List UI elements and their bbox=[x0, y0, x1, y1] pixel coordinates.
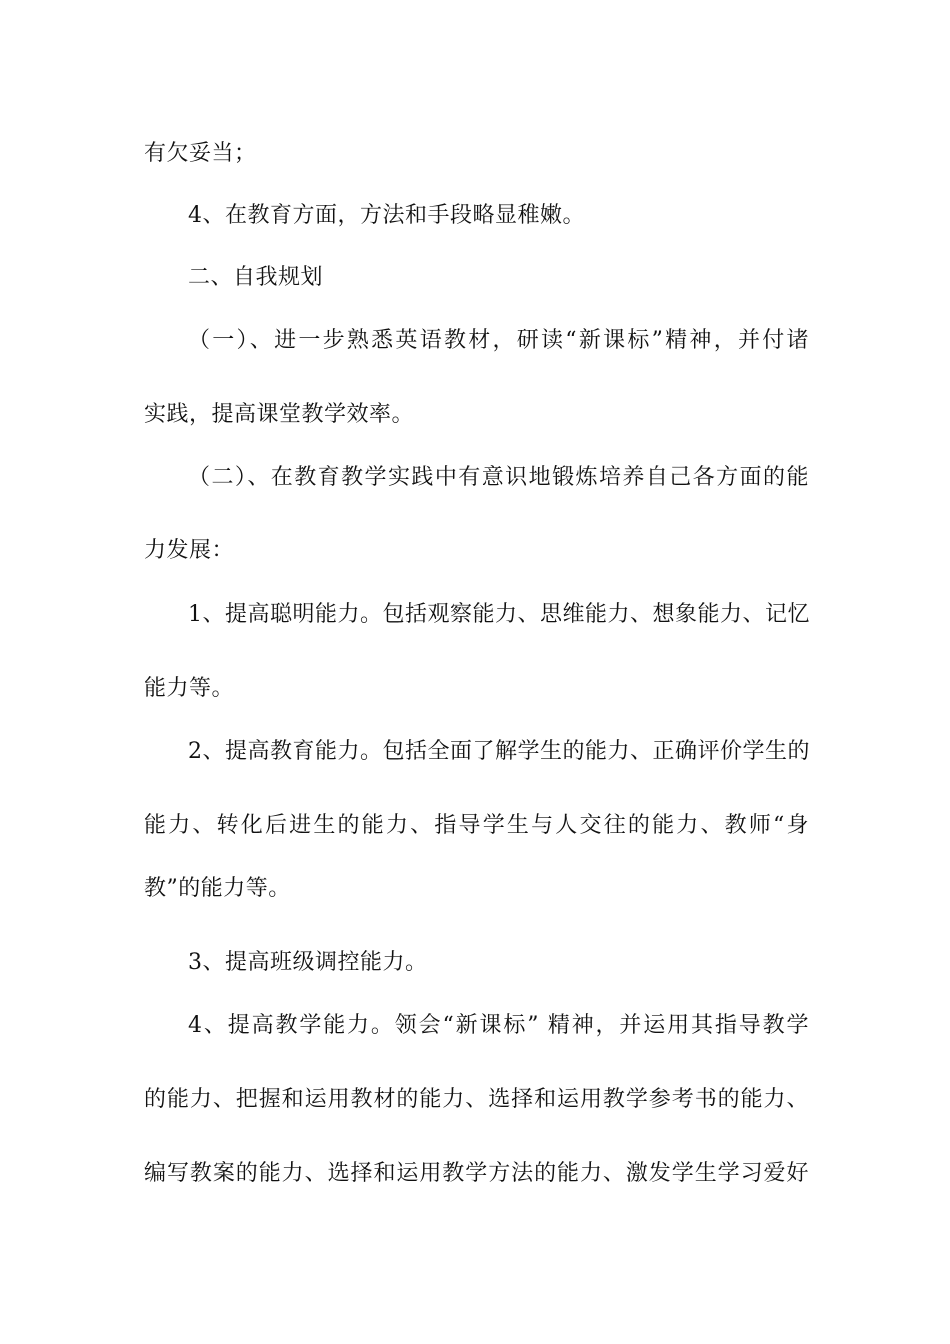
paragraph-line: 有欠妥当； bbox=[144, 141, 257, 166]
paragraph-line: 的能力、把握和运用教材的能力、选择和运用教学参考书的能力、 bbox=[144, 1087, 809, 1112]
paragraph-line: 4、在教育方面，方法和手段略显稚嫩。 bbox=[188, 203, 585, 228]
paragraph-line: （一）、进一步熟悉英语教材，研读“新课标”精神，并付诸 bbox=[188, 328, 809, 353]
paragraph-line: 2、提高教育能力。包括全面了解学生的能力、正确评价学生的 bbox=[188, 739, 810, 764]
paragraph-line: 实践，提高课堂教学效率。 bbox=[144, 402, 415, 427]
paragraph-line: 3、提高班级调控能力。 bbox=[188, 950, 428, 975]
section-heading: 二、自我规划 bbox=[188, 265, 324, 290]
paragraph-line: 能力等。 bbox=[144, 676, 235, 701]
paragraph-line: 能力、转化后进生的能力、指导学生与人交往的能力、教师“身 bbox=[144, 813, 809, 838]
paragraph-line: （二）、在教育教学实践中有意识地锻炼培养自己各方面的能 bbox=[188, 465, 809, 490]
paragraph-line: 4、提高教学能力。领会“新课标” 精神，并运用其指导教学 bbox=[188, 1013, 809, 1038]
paragraph-line: 力发展： bbox=[144, 538, 235, 563]
paragraph-line: 编写教案的能力、选择和运用教学方法的能力、激发学生学习爱好 bbox=[144, 1161, 809, 1186]
paragraph-line: 1、提高聪明能力。包括观察能力、思维能力、想象能力、记忆 bbox=[188, 602, 810, 627]
paragraph-line: 教”的能力等。 bbox=[144, 876, 291, 901]
